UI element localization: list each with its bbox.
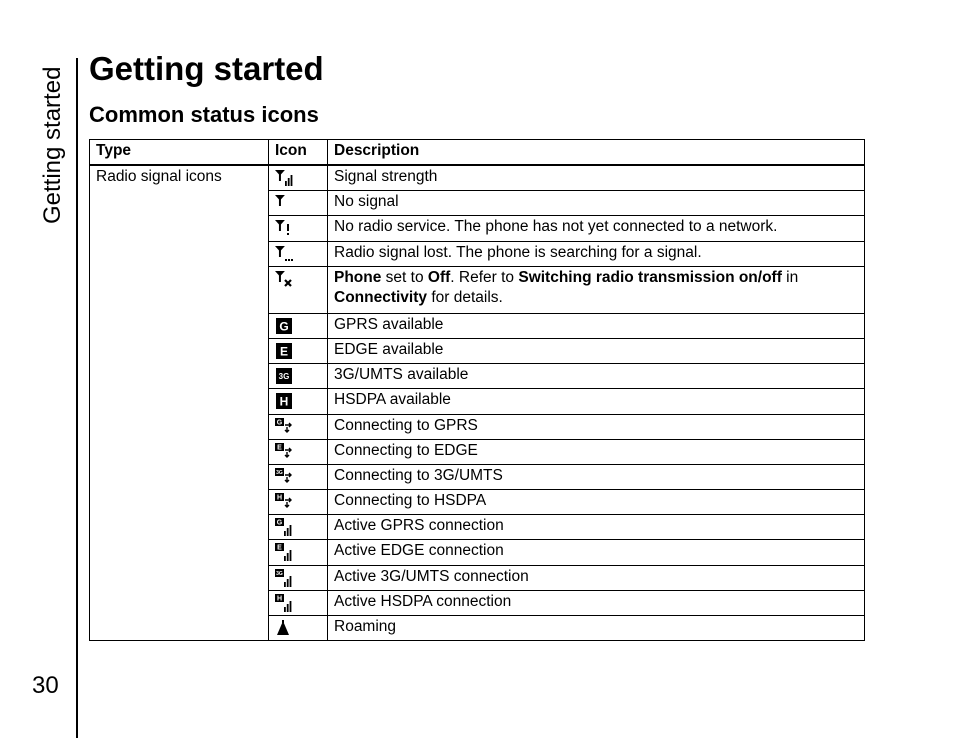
description-cell: No signal [328,191,865,216]
header-type: Type [90,140,269,166]
connecting-gprs-icon [274,417,323,437]
svg-text:G: G [279,319,289,334]
umts-available-icon [274,366,323,386]
description-part: . Refer to [450,268,519,286]
description-part: Phone [334,268,382,286]
phone-off-icon [274,269,323,289]
connecting-edge-icon [274,442,323,462]
icon-cell [269,616,328,641]
active-hsdpa-icon [274,593,323,613]
signal-strength-icon [274,168,323,188]
icon-cell [269,590,328,615]
description-cell: EDGE available [328,338,865,363]
svg-text:E: E [277,544,282,552]
chapter-side-tab: Getting started [39,66,66,224]
description-cell: GPRS available [328,313,865,338]
section-title: Common status icons [89,102,319,127]
description-cell: Roaming [328,616,865,641]
table-header-row [90,140,865,166]
svg-text:3G: 3G [276,570,283,577]
icon-cell [269,490,328,515]
description-part: for details. [427,288,503,306]
header-icon: Icon [269,140,328,166]
status-icons-table [89,139,865,641]
svg-text:3G: 3G [278,372,290,382]
icon-cell [269,414,328,439]
icon-cell [269,439,328,464]
description-cell: Connecting to EDGE [328,439,865,464]
description-cell: Active HSDPA connection [328,590,865,615]
description-cell: HSDPA available [328,389,865,414]
table-body [90,165,865,641]
header-description: Description [328,140,865,166]
description-part: Connectivity [334,288,428,306]
svg-text:H: H [276,494,283,502]
svg-text:G: G [276,419,283,427]
radio-signal-lost-icon [274,244,323,264]
icon-cell [269,216,328,241]
table-row [90,165,865,191]
svg-text:E: E [279,344,289,359]
type-cell: Radio signal icons [90,165,269,641]
edge-available-icon [274,341,323,361]
no-signal-icon [274,193,323,213]
icon-cell [269,565,328,590]
page-title: Getting started [89,50,324,87]
description-cell: Radio signal lost. The phone is searching for a signal. [328,241,865,266]
svg-text:G: G [276,519,283,527]
no-radio-service-icon [274,218,323,238]
description-cell [328,266,865,313]
side-rule [76,58,78,738]
description-cell: Active GPRS connection [328,515,865,540]
description-part: set to [381,268,428,286]
page-number: 30 [32,672,59,699]
active-umts-icon [274,568,323,588]
icon-cell [269,389,328,414]
description-cell: No radio service. The phone has not yet connected to a network. [328,216,865,241]
icon-cell [269,515,328,540]
description-cell: Connecting to GPRS [328,414,865,439]
icon-cell [269,165,328,191]
connecting-hsdpa-icon [274,492,323,512]
description-cell: Active 3G/UMTS connection [328,565,865,590]
svg-text:H: H [279,394,289,409]
description-cell: Connecting to 3G/UMTS [328,464,865,489]
active-gprs-icon [274,517,323,537]
connecting-umts-icon [274,467,323,487]
icon-cell [269,364,328,389]
description-part: Off [427,268,451,286]
gprs-available-icon [274,316,323,336]
description-cell: 3G/UMTS available [328,364,865,389]
icon-cell [269,191,328,216]
svg-text:H: H [276,595,283,603]
icon-cell [269,241,328,266]
roaming-icon [274,618,323,638]
icon-cell [269,464,328,489]
hsdpa-available-icon [274,391,323,411]
icon-cell [269,338,328,363]
svg-text:3G: 3G [276,469,283,476]
svg-text:E: E [277,444,282,452]
description-part: Switching radio transmission on/off [518,268,782,286]
icon-cell [269,266,328,313]
icon-cell [269,540,328,565]
description-part: in [781,268,799,286]
description-cell: Active EDGE connection [328,540,865,565]
description-cell: Connecting to HSDPA [328,490,865,515]
icon-cell [269,313,328,338]
active-edge-icon [274,542,323,562]
description-cell: Signal strength [328,165,865,191]
